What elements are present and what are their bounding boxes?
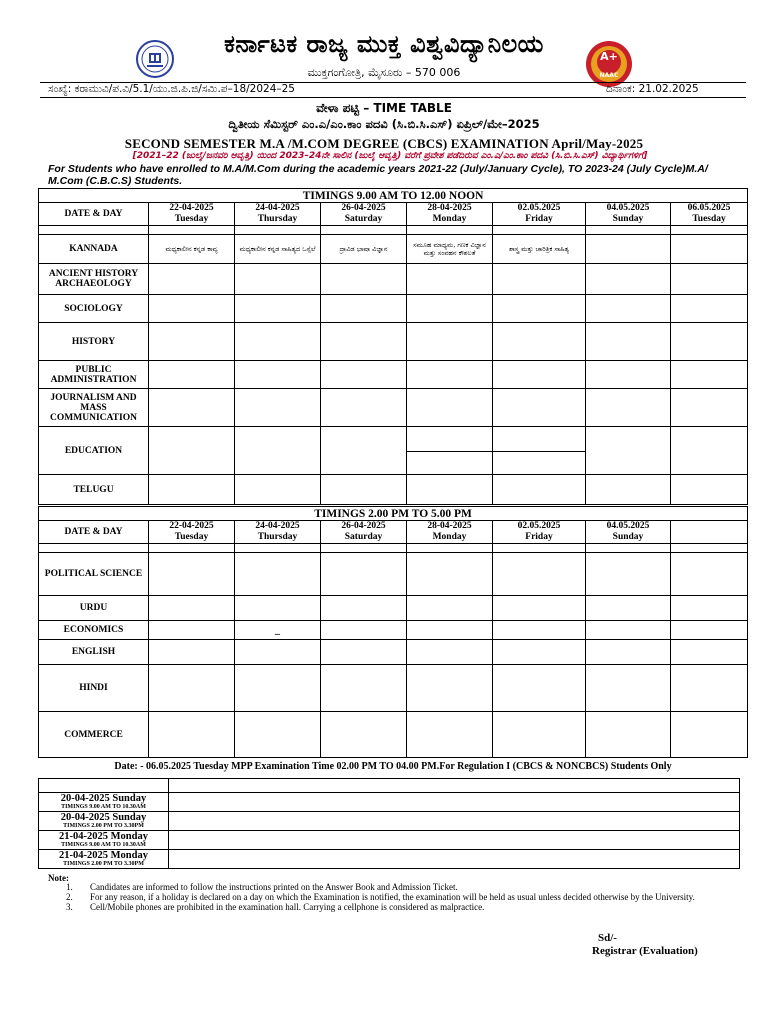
subject-economics: ECONOMICS <box>39 621 149 640</box>
paper-cell: ಸಮೂಹ ಮಾಧ್ಯಮ, ಗಣಕ ವಿಜ್ಞಾನ ಮತ್ತು ಸಂವಹನ ಕೌಶಲತೆ <box>407 235 493 264</box>
signature-sd: Sd/- <box>598 932 617 944</box>
economics-dash-mark: _ <box>235 621 321 640</box>
exam-title: SECOND SEMESTER M.A /M.COM DEGREE (CBCS) EXAMINATION April/May-2025 <box>124 136 644 151</box>
english-eligibility-note: For Students who have enrolled to M.A/M.Com during the academic years 2021-22 (July/January Cycle), TO 2023-24 (July Cycle)M.A/ M.Com (C.B.C.S) Students. <box>48 163 708 187</box>
paper-cell: ಮಧ್ಯಕಾಲೀನ ಕನ್ನಡ ಸಾಹಿತ್ಯದ ಒಸ್ಸೆಲೆ <box>235 235 321 264</box>
table-row <box>39 389 748 427</box>
subject-journalism: JOURNALISM AND MASS COMMUNICATION <box>39 389 149 427</box>
date-cell: 22-04-2025 Tuesday <box>149 203 235 226</box>
paper-cell: ಶಾಸ್ತ್ರ ಮತ್ತು ಚಾರಿತ್ರಿಕ ಸಾಹಿತ್ಯ <box>493 235 586 264</box>
subject-telugu: TELUGU <box>39 475 149 505</box>
table-row <box>39 323 748 361</box>
mpp-exam-note: Date: - 06.05.2025 Tuesday MPP Examination Time 02.00 PM TO 04.00 PM.For Regulation I (CBCS & NONCBCS) Students Only <box>114 761 672 772</box>
spacer-row <box>39 226 748 235</box>
subject-hindi: HINDI <box>39 665 149 712</box>
table-row <box>39 361 748 389</box>
table-row <box>39 295 748 323</box>
afternoon-timetable <box>38 506 748 758</box>
university-address: ಮುಕ್ತಗಂಗೋತ್ರಿ, ಮೈಸೂರು – 570 006 <box>307 66 461 79</box>
naac-grade-text: A+ <box>600 50 618 63</box>
table-row <box>39 427 748 475</box>
subject-education: EDUCATION <box>39 427 149 475</box>
table-row <box>39 235 748 264</box>
date-cell: 24-04-2025 Thursday <box>235 521 321 544</box>
date-cell: 22-04-2025 Tuesday <box>149 521 235 544</box>
table-row <box>39 712 748 758</box>
date-cell: 26-04-2025 Saturday <box>321 203 407 226</box>
table-row <box>39 553 748 596</box>
subject-english: ENGLISH <box>39 640 149 665</box>
university-name: ಕರ್ನಾಟಕ ರಾಜ್ಯ ಮುಕ್ತ ವಿಶ್ವವಿದ್ಯಾನಿಲಯ <box>224 30 544 58</box>
holiday-slot: 20-04-2025 Sunday TIMINGS 9.00 AM TO 10.30AM <box>39 793 169 812</box>
date-cell: 24-04-2025 Thursday <box>235 203 321 226</box>
kannada-exam-subtitle: ದ್ವಿತೀಯ ಸೆಮಿಸ್ಟರ್ ಎಂ.ಎ/ಎಂ.ಕಾಂ ಪದವಿ (ಸಿ.ಬಿ.ಸಿ.ಎಸ್) ಏಪ್ರಿಲ್/ಮೇ–2025 <box>228 117 540 131</box>
kannada-eligibility-note: [2021–22 (ಜುಲೈ/ಜನವರಿ ಆವೃತ್ತಿ) ಯಿಂದ 2023–24ನೇ ಸಾಲಿನ (ಜುಲೈ ಆವೃತ್ತಿ) ವರೆಗೆ ಪ್ರವೇಶ ಪಡೆದಿರುವ ಎಂ.ಎ/ಎಂ.ಕಾಂ ಪದವಿ (ಸಿ.ಬಿ.ಸಿ.ಎಸ್) ವಿದ್ಯಾರ್ಥಿಗಳಿಗೆ] <box>132 151 648 161</box>
holiday-schedule-table <box>38 778 740 869</box>
morning-timetable <box>38 188 748 505</box>
paper-cell: ದ್ರಾವಿಡ ಭಾಷಾ ವಿಜ್ಞಾನ <box>321 235 407 264</box>
table-row <box>39 793 740 812</box>
table-row <box>39 475 748 505</box>
header-rule-2 <box>40 97 746 98</box>
date-day-label: DATE & DAY <box>39 521 149 544</box>
date-cell: 26-04-2025 Saturday <box>321 521 407 544</box>
holiday-slot: 21-04-2025 Monday TIMINGS 2.00 PM TO 3.30PM <box>39 850 169 869</box>
subject-kannada: KANNADA <box>39 235 149 264</box>
subject-political-science: POLITICAL SCIENCE <box>39 553 149 596</box>
date-cell: 04.05.2025 Sunday <box>586 521 671 544</box>
list-item: 1. Candidates are informed to follow the instructions printed on the Answer Book and Admission Ticket. <box>66 882 458 892</box>
date-day-label: DATE & DAY <box>39 203 149 226</box>
table-row <box>39 665 748 712</box>
morning-timing-header: TIMINGS 9.00 AM TO 12.00 NOON <box>39 189 748 203</box>
timetable-title: ವೇಳಾ ಪಟ್ಟಿ – TIME TABLE <box>316 101 452 115</box>
date-cell: 02.05.2025 Friday <box>493 203 586 226</box>
registrar-designation: Registrar (Evaluation) <box>592 945 698 957</box>
table-row <box>39 850 740 869</box>
holiday-slot: 21-04-2025 Monday TIMINGS 9.00 AM TO 10.30AM <box>39 831 169 850</box>
list-item: 2. For any reason, if a holiday is declared on a day on which the Examination is notified, the examination will be held as usual unless decided otherwise by the University. <box>66 892 695 902</box>
naac-label: NAAC <box>599 72 619 79</box>
date-cell: 02.05.2025 Friday <box>493 521 586 544</box>
subject-urdu: URDU <box>39 596 149 621</box>
subject-public-administration: PUBLIC ADMINISTRATION <box>39 361 149 389</box>
subject-sociology: SOCIOLOGY <box>39 295 149 323</box>
issue-date: ದಿನಾಂಕ: 21.02.2025 <box>606 83 699 95</box>
subject-ancient-history: ANCIENT HISTORY ARCHAEOLOGY <box>39 264 149 295</box>
table-row <box>39 640 748 665</box>
date-cell: 06.05.2025 Tuesday <box>671 203 748 226</box>
spacer-row <box>39 544 748 553</box>
paper-cell: ಮಧ್ಯಕಾಲೀನ ಕನ್ನಡ ಕಾವ್ಯ <box>149 235 235 264</box>
reference-number: ಸಂಖ್ಯೆ: ಕರಾಮುವಿ/ಪ.ವಿ/5.1/ಯು.ಜಿ.ಪಿ.ಜಿ/ಸಮಿ.ಪ–18/2024–25 <box>48 83 295 95</box>
subject-history: HISTORY <box>39 323 149 361</box>
date-cell: 28-04-2025 Monday <box>407 521 493 544</box>
date-cell: 28-04-2025 Monday <box>407 203 493 226</box>
table-row <box>39 831 740 850</box>
list-item: 3. Cell/Mobile phones are prohibited in the examination hall. Carrying a cellphone is considered as malpractice. <box>66 902 485 912</box>
holiday-slot: 20-04-2025 Sunday TIMINGS 2.00 PM TO 3.30PM <box>39 812 169 831</box>
table-row <box>39 596 748 621</box>
afternoon-timing-header: TIMINGS 2.00 PM TO 5.00 PM <box>39 507 748 521</box>
date-cell: 04.05.2025 Sunday <box>586 203 671 226</box>
notes-label: Note: <box>48 873 69 883</box>
table-row <box>39 621 748 640</box>
table-row <box>39 264 748 295</box>
table-row <box>39 812 740 831</box>
subject-commerce: COMMERCE <box>39 712 149 758</box>
notes-list <box>66 882 736 912</box>
